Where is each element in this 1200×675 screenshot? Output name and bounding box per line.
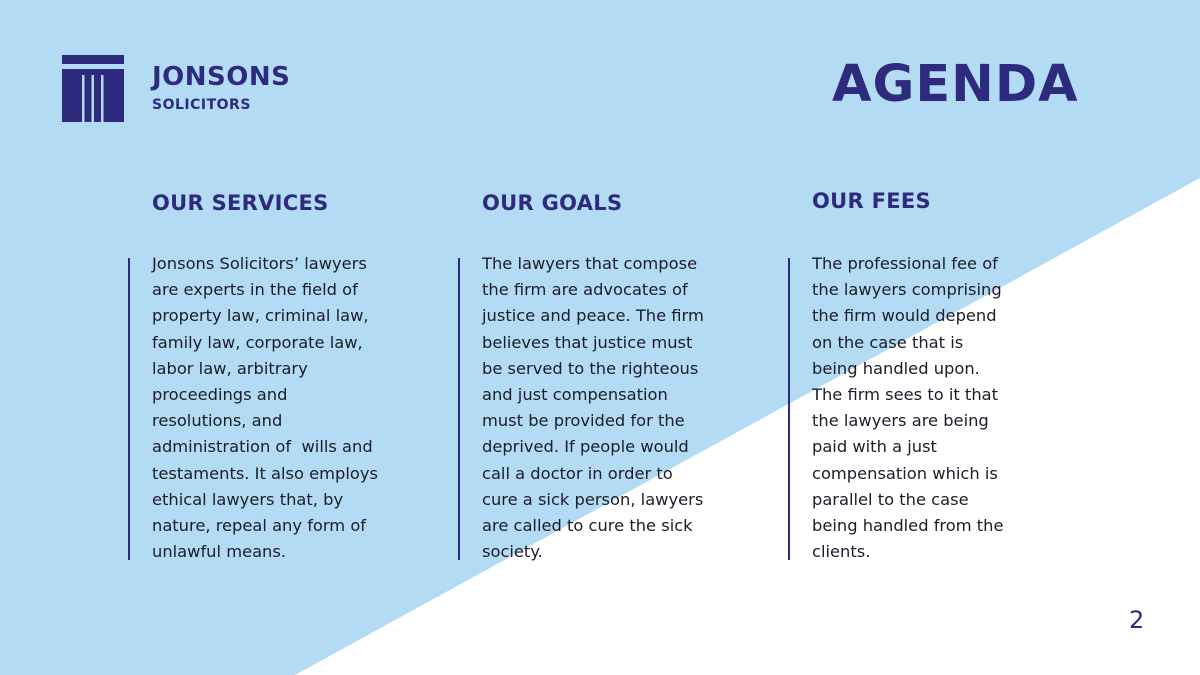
- text-line: Jonsons Solicitors’ lawyers: [152, 254, 367, 273]
- services-text: [152, 251, 402, 565]
- text-line: deprived. If people would: [482, 437, 689, 457]
- text-line: the lawyers comprising: [812, 280, 1002, 300]
- text-line: compensation which is: [812, 463, 998, 483]
- goals-text: [482, 251, 732, 565]
- page-title: AGENDA: [832, 55, 1079, 114]
- fees-heading: OUR FEES: [812, 189, 931, 213]
- text-line: be served to the righteous: [482, 358, 699, 378]
- text-line: cure a sick person, lawyers: [482, 489, 704, 509]
- text-line: are called to cure the sick: [482, 516, 693, 536]
- text-line: being handled upon.: [812, 358, 980, 378]
- text-line: nature, repeal any form of: [152, 516, 367, 536]
- text-line: clients.: [812, 542, 871, 562]
- text-line: on the case that is: [812, 332, 964, 352]
- text-line: testaments. It also employs: [152, 463, 378, 483]
- brand-name: JONSONS: [152, 62, 291, 92]
- text-line: justice and peace. The firm: [482, 306, 704, 326]
- text-line: The professional fee of: [812, 254, 998, 273]
- brand-subtitle: SOLICITORS: [152, 97, 251, 113]
- text-line: parallel to the case: [812, 489, 969, 509]
- text-line: are experts in the field of: [152, 280, 358, 300]
- page-number: 2: [1129, 606, 1145, 634]
- services-divider: [128, 258, 130, 560]
- text-line: The lawyers that compose: [482, 254, 698, 273]
- text-line: being handled from the: [812, 516, 1004, 536]
- text-line: ethical lawyers that, by: [152, 489, 344, 509]
- text-line: unlawful means.: [152, 542, 287, 562]
- services-heading: OUR SERVICES: [152, 191, 329, 215]
- text-line: must be provided for the: [482, 411, 685, 431]
- text-line: The firm sees to it that: [812, 385, 998, 405]
- text-line: the firm would depend: [812, 306, 997, 326]
- text-line: administration of wills and: [152, 437, 373, 457]
- fees-text: [812, 251, 1062, 565]
- goals-heading: OUR GOALS: [482, 191, 623, 215]
- text-line: property law, criminal law,: [152, 306, 369, 326]
- pillar-logo-icon: [62, 55, 124, 122]
- text-line: believes that justice must: [482, 332, 693, 352]
- text-line: labor law, arbitrary: [152, 358, 308, 378]
- text-line: proceedings and: [152, 385, 288, 405]
- text-line: call a doctor in order to: [482, 463, 673, 483]
- text-line: the lawyers are being: [812, 411, 989, 431]
- text-line: and just compensation: [482, 385, 668, 405]
- goals-divider: [458, 258, 460, 560]
- text-line: resolutions, and: [152, 411, 283, 431]
- text-line: the firm are advocates of: [482, 280, 688, 300]
- fees-divider: [788, 258, 790, 560]
- text-line: family law, corporate law,: [152, 332, 363, 352]
- text-line: society.: [482, 542, 543, 562]
- text-line: paid with a just: [812, 437, 937, 457]
